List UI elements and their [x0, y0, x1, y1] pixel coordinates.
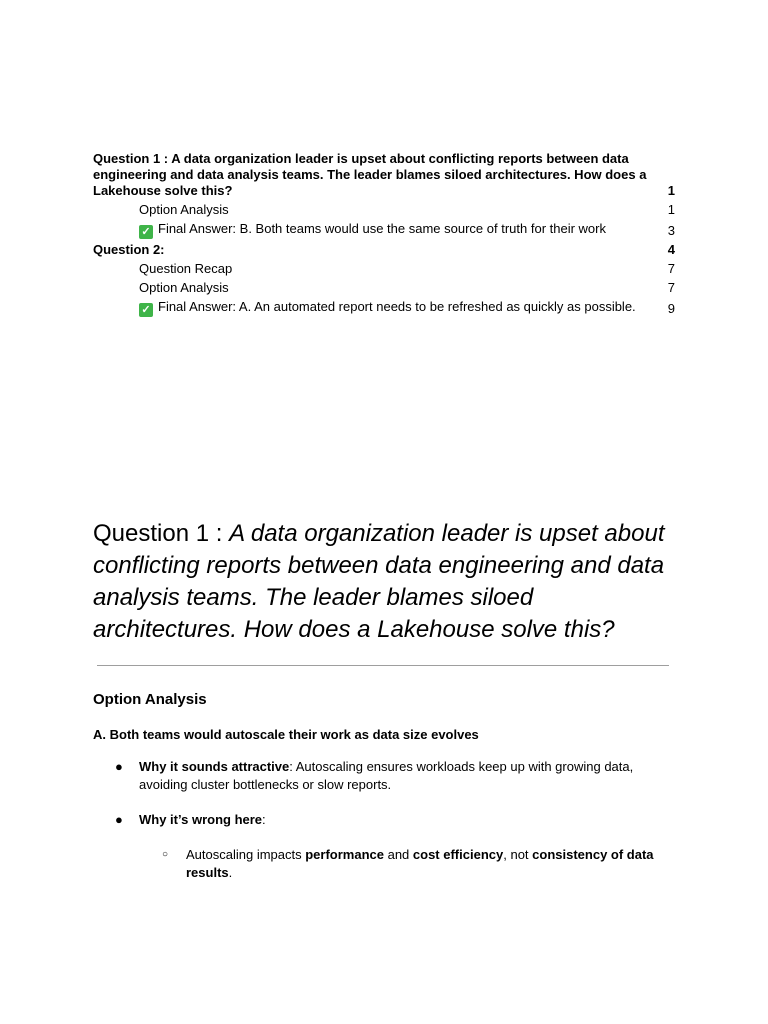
sub-list-item	[162, 846, 666, 882]
question-prefix: Question 1 :	[93, 520, 230, 547]
question-text: A data organization leader is upset about conflicting reports between data engineering and data analysis teams. The leader blames siloed architectures. How does a Lakehouse solve this?	[93, 520, 665, 643]
question-heading	[93, 518, 683, 646]
toc-page-number: 9	[667, 301, 675, 316]
check-mark-icon: ✓	[139, 303, 153, 317]
toc-entry-text: Final Answer: A. An automated report needs to be refreshed as quickly as possible.	[158, 299, 636, 314]
toc-page-number: 4	[667, 242, 675, 257]
hollow-bullet-icon: ○	[162, 849, 169, 860]
toc-entry-option-analysis[interactable]	[93, 202, 675, 218]
sub-bullet-bold: cost efficiency	[412, 847, 504, 862]
toc-page-number: 7	[667, 280, 675, 295]
toc-entry-question-recap[interactable]	[93, 261, 675, 277]
toc-entry-text: Question 2:	[93, 242, 165, 257]
toc-entry-text: Final Answer: B. Both teams would use the same source of truth for their work	[158, 221, 606, 236]
bullet-label: Why it’s wrong here	[139, 812, 263, 827]
toc-page-number: 3	[667, 223, 675, 238]
toc-entry-text: Question Recap	[139, 261, 233, 276]
sub-bullet-text: Autoscaling impacts	[186, 847, 306, 862]
bullet-label: Why it sounds attractive	[139, 759, 290, 774]
sub-bullet-text: .	[228, 865, 233, 880]
option-heading: A. Both teams would autoscale their work as data size evolves	[93, 727, 479, 742]
toc-entry-question-2[interactable]	[93, 242, 675, 258]
list-item	[115, 758, 659, 794]
bullet-icon: ●	[115, 812, 123, 827]
bullet-icon: ●	[115, 759, 123, 774]
bullet-text: : Autoscaling ensures workloads keep up with growing data, avoiding cluster bottlenecks or slow reports.	[139, 759, 634, 792]
toc-page-number: 1	[667, 183, 675, 198]
section-heading: Option Analysis	[93, 691, 207, 708]
sub-bullet-bold: consistency of data results	[186, 847, 654, 880]
toc-entry-option-analysis-2[interactable]	[93, 280, 675, 296]
toc-entry-question-1[interactable]	[93, 151, 675, 199]
sub-bullet-text: and	[383, 847, 413, 862]
toc-entry-text: Question 1 : A data organization leader is upset about conflicting reports between data engineering and data analysis teams. The leader blames siloed architectures. How does a Lakehouse solve this?	[93, 151, 647, 198]
toc-entry-final-answer-1[interactable]	[93, 221, 675, 239]
horizontal-rule	[97, 665, 669, 666]
list-item	[115, 811, 659, 829]
toc-page-number: 1	[667, 202, 675, 217]
toc-entry-text: Option Analysis	[139, 280, 229, 295]
sub-bullet-bold: performance	[305, 847, 384, 862]
toc-entry-final-answer-2[interactable]	[93, 299, 675, 317]
toc-page-number: 7	[667, 261, 675, 276]
bullet-text: :	[262, 812, 266, 827]
sub-bullet-text: , not	[503, 847, 533, 862]
check-mark-icon: ✓	[139, 225, 153, 239]
toc-entry-text: Option Analysis	[139, 202, 229, 217]
table-of-contents	[93, 151, 675, 317]
